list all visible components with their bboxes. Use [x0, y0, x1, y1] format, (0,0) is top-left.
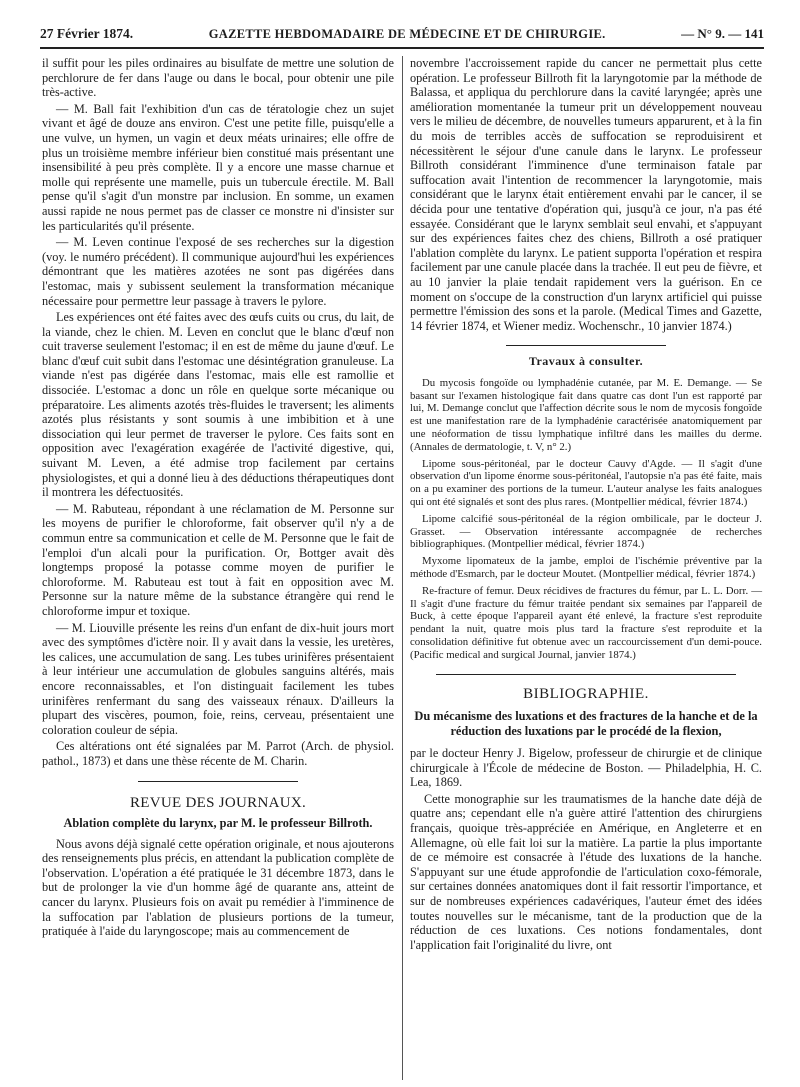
header-rule	[40, 47, 764, 49]
section-title-bibliographie: BIBLIOGRAPHIE.	[523, 685, 649, 702]
paragraph: — M. Leven continue l'exposé de ses recherches sur la digestion (voy. le numéro précédent). Il communique aujourd'hui les expériences démontrant que les matières azotées ne sont pas digérées dans l'estomac, mais y subissent seulement la transformation mécanique nécessaire pour permettre leur passage à travers le pylore.	[42, 235, 394, 308]
journal-title: GAZETTE HEBDOMADAIRE DE MÉDECINE ET DE CHIRURGIE.	[208, 27, 606, 41]
section-title-revue: REVUE DES JOURNAUX.	[129, 794, 307, 811]
paragraph: — M. Ball fait l'exhibition d'un cas de tératologie chez un sujet vivant et âgé de douze ans environ. C'est une petite fille, puisqu'elle a une vulve, un hymen, un vagin et deux méats urinaires; elle offre de plus un troisième membre inférieur bien constitué mais présentant une insensibilité à peu près complète. Il y a encore une masse charnue et molle qui représente une mamelle, puis un tubercule érectile. M. Ball pense qu'il s'agit d'un monstre par inclusion. En somme, un examen aussi rapide ne nous permet pas de classer ce monstre ni d'insister sur les particularités qu'il présente.	[42, 101, 394, 233]
travaux-entry: Lipome sous-péritonéal, par le docteur Cauvy d'Agde. — Il s'agit d'une observation d'un lipome énorme sous-péritonéal, l'autopsie n'a pas été faite, mais on a pu examiner des portions de la tumeur. L'auteur analyse les faits analogues qui ont été signalés et sont des plus rares. (Montpellier médical, février 1874.)	[410, 457, 762, 509]
section-divider	[506, 345, 666, 346]
section-divider	[138, 781, 298, 782]
header-issue-page	[681, 26, 764, 42]
travaux-entry: Re-fracture of femur. Deux récidives de fractures du fémur, par L. L. Dorr. — Il s'agit d'une fracture du fémur traitée pendant six semaines par l'appareil de Buck, à cette époque l'appareil ayant été enlevé, la fracture s'est reproduite pendant la nuit, quatre mois plus tard la fracture s'est reproduite et la consolidation définitive fut obtenue avec un raccourcissement d'un demi-pouce. (Pacific medical and surgical Journal, janvier 1874.)	[410, 584, 762, 661]
right-column	[410, 56, 762, 954]
biblio-reference: par le docteur Henry J. Bigelow, professeur de chirurgie et de clinique chirurgicale à l'École de médecine de Boston. — Philadelphia, H. C. Lea, 1869.	[410, 746, 762, 790]
paragraph: Nous avons déjà signalé cette opération originale, et nous ajouterons des renseignements plus précis, en attendant la publication complète de l'observation. L'opération a été pratiquée le 31 décembre 1873, dans le but de prolonger la vie d'un homme âgé de quarante ans, atteint de cancer du larynx. Plusieurs fois on avait pu remédier à l'imminence de la suffocation par l'ablation de plusieurs portions de la tumeur, pratiquée à l'aide du laryngoscope; mais au commencement de	[42, 836, 394, 939]
travaux-list	[410, 377, 762, 662]
issue-number: — N° 9. —	[681, 26, 742, 41]
left-column	[42, 56, 394, 941]
article-title-ablation: Ablation complète du larynx, par M. le professeur Billroth.	[63, 816, 373, 831]
header-date: 27 Février 1874.	[40, 26, 134, 41]
paragraph: Cette monographie sur les traumatismes de la hanche date déjà de quatre ans; cependant elle n'a guère attiré l'attention des chirurgiens français, quoique très-appréciée en Amérique, en Angleterre et en Allemagne, où elle fait loi sur la matière. La partie la plus importante de ce mémoire est consacrée à l'étude des luxations de la hanche. S'appuyant sur une étude approfondie de l'articulation coxo-fémorale, sur certaines données anatomiques dont il fait ressortir l'importance, et sur de nombreuses expériences cadavériques, l'auteur émet des idées toutes nouvelles sur le mécanisme, tant de la production que de la réduction de ces luxations. Ces notions fondamentales, dont l'application fait l'originalité du livre, ont	[410, 791, 762, 952]
paragraph: il suffit pour les piles ordinaires au bisulfate de mettre une solution de perchlorure de fer dans l'auge ou dans le bocal, pour obtenir une pile très-active.	[42, 56, 394, 100]
paragraph: Ces altérations ont été signalées par M. Parrot (Arch. de physiol. pathol., 1873) et dans une thèse récente de M. Charin.	[42, 739, 394, 768]
travaux-entry: Lipome calcifié sous-péritonéal de la région ombilicale, par le docteur J. Grasset. — Observation intéressante accompagnée de recherches bibliographiques. (Montpellier médical, février 1874.)	[410, 512, 762, 551]
travaux-entry: Myxome lipomateux de la jambe, emploi de l'ischémie préventive par la méthode d'Esmarch, par le docteur Moutet. (Montpellier médical, février 1874.)	[410, 555, 762, 581]
page-number: 141	[744, 26, 764, 41]
page-header	[40, 26, 764, 48]
paragraph: Les expériences ont été faites avec des œufs cuits ou crus, du lait, de la viande, chez le chien. M. Leven en conclut que le blanc d'œuf non cuit traverse seulement l'estomac; il en est de même du jaune d'œuf. Le blanc d'œuf cuit subit dans l'estomac une désintégration granuleuse. La viande n'est pas digérée dans l'estomac, mais elle est ramollie et dissociée. L'estomac a donc un rôle en quelque sorte mécanique ou préparatoire. Les aliments azotés très-fluides le traversent; les aliments azotés plus résistants y sont soumis à une imbibition et à une dissociation qui leur permet de traverser le pylore. Ces faits sont en opposition avec l'exagération exagérée de l'activité digestive, qui, suivant M. Leven, a été admise trop facilement par certains physiologistes, et qui a donné lieu à des déductions thérapeutiques dont il montrera les défectuosités.	[42, 310, 394, 500]
paragraph: novembre l'accroissement rapide du cancer ne permettait plus cette opération. Le professeur Billroth fit la laryngotomie par la méthode de Balassa, et appliqua du perchlorure dans la cavité laryngée; après une amélioration momentanée la tumeur prit un développement nouveau vers le milieu de décembre, de nouvelles tumeurs apparurent, et à la fin du mois de terribles accès de suffocation se reproduisirent et nécessitèrent le séjour d'une canule dans le larynx. Le professeur Billroth considérant l'imminence d'une terminaison fatale par suffocation avait l'intention de recommencer la laryngotomie, mais considérant que le larynx était entièrement envahi par le cancer, il se décida pour une tentative d'opération qui, jusqu'à ce jour, n'a pas été essayée. Considérant que le larynx semblait seul envahi, et s'appuyant sur des expériences faites chez des chiens, Billroth a osé pratiquer l'ablation complète du larynx. Le patient supporta l'opération et respira facilement par une canule placée dans la trachée. Il eut peu de fièvre, et au 10 janvier la plaie tendait rapidement vers la guérison. En ce moment on s'occupe de la construction d'un larynx artificiel qui puisse permettre l'émission des sons et la parole. (Medical Times and Gazette, 14 février 1874, et Wiener mediz. Wochenschr., 10 janvier 1874.)	[410, 56, 762, 333]
paragraph: — M. Rabuteau, répondant à une réclamation de M. Personne sur les moyens de purifier le chloroforme, fait observer qu'il n'y a de commun entre sa communication et celle de M. Personne que le fait de l'emploi d'un alcali pour la purification. Or, Bottger avait dès longtemps proposé la potasse comme moyen de purifier le chloroforme. M. Rabuteau est tout à fait en opposition avec M. Personne sur la nature même de la substance étrangère qui rend le chloroforme impur et toxique.	[42, 501, 394, 618]
column-separator	[402, 56, 403, 1080]
section-divider	[436, 674, 736, 675]
paragraph: — M. Liouville présente les reins d'un enfant de dix-huit jours mort avec des symptômes d'ictère noir. Il y avait dans la vessie, les uretères, les calices, une accumulation de sang. Les tubes urinifères présentaient à leur intérieur une accumulation de globules sanguins altérés, mais encore reconnaissables, et l'on distinguait facilement les tubes urinifères renfermant du sang des vaisseaux rénaux. D'ailleurs la plupart des viscères, poumon, foie, reins, cerveau, présentaient une coloration couleur de sépia.	[42, 620, 394, 737]
section-title-travaux: Travaux à consulter.	[528, 354, 644, 369]
travaux-entry: Du mycosis fongoïde ou lymphadénie cutanée, par M. E. Demange. — Se basant sur l'examen histologique fait dans quatre cas dont l'un est rapporté par lui, M. Demange conclut que l'affection décrite sous le nom de mycosis fongoïde est une manifestation rare de la lymphadénie caractérisée anatomiquement par une néoformation de tissu lymphatique infiltré dans les mailles du derme. (Annales de dermatologie, t. V, n° 2.)	[410, 376, 762, 453]
biblio-book-title: Du mécanisme des luxations et des fractures de la hanche et de la réduction des luxations par le procédé de la flexion,	[414, 709, 758, 738]
